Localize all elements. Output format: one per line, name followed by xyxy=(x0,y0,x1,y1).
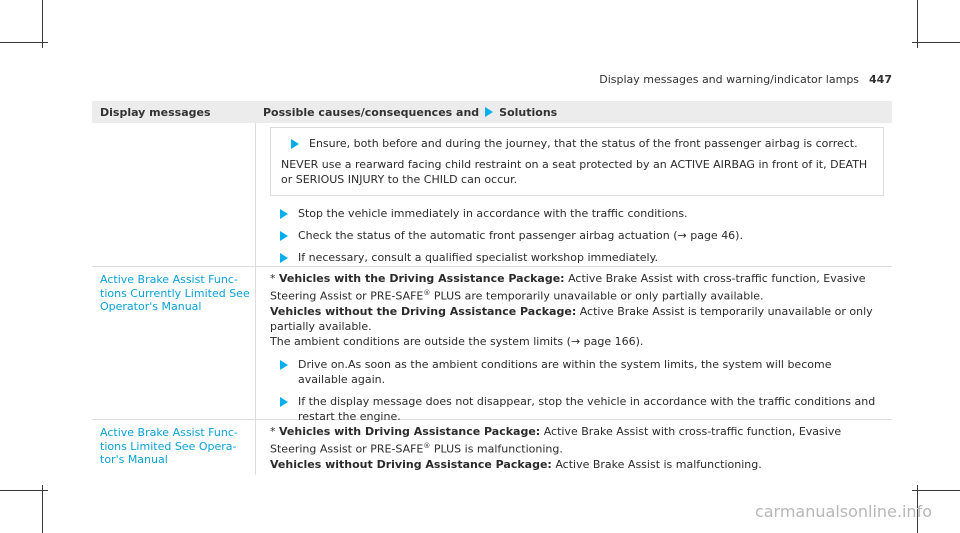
solution-cell xyxy=(256,420,892,475)
step-text: Check the status of the automatic front passenger airbag actuation (→ page 46). xyxy=(298,229,743,242)
cause-text: Active Brake Assist is malfunctioning. xyxy=(555,457,762,471)
cause-label: Vehicles with Driving Assistance Package: xyxy=(279,425,541,438)
table-row xyxy=(92,267,892,423)
display-message xyxy=(92,420,256,475)
message-cell-empty xyxy=(92,123,256,266)
header-title: Display messages and warning/indicator lamps xyxy=(599,73,860,86)
optional-equipment-star: * xyxy=(270,425,276,438)
solution-cell xyxy=(256,267,892,423)
table-row xyxy=(92,420,892,475)
arrow-right-icon xyxy=(291,139,299,149)
cause-text: Active Brake Assist with cross-traffic function, Evasive Steering Assist or PRE-SAFE xyxy=(270,272,866,303)
page-header xyxy=(599,73,892,86)
step-text xyxy=(298,357,884,387)
registered-mark: ® xyxy=(423,442,431,450)
display-message-line: Active Brake Assist Func- xyxy=(100,426,238,439)
cause-label: Vehicles without Driving Assistance Package: xyxy=(270,457,552,471)
display-message xyxy=(92,267,256,419)
arrow-right-icon xyxy=(280,397,288,407)
column-header-solutions-label: Solutions xyxy=(499,105,558,119)
step-text: Stop the vehicle immediately in accordance with the traffic conditions. xyxy=(298,207,688,220)
cause-paragraph xyxy=(270,457,884,472)
cause-paragraph: The ambient conditions are outside the system limits (→ page 166). xyxy=(270,334,644,348)
step-line: Drive on. xyxy=(298,357,349,371)
display-message-line: Active Brake Assist Func- xyxy=(100,273,238,286)
display-message-line: Operator's Manual xyxy=(100,300,202,313)
column-header-messages: Display messages xyxy=(100,105,211,119)
cause-text-tail: PLUS is malfunctioning. xyxy=(433,442,563,456)
crop-mark xyxy=(42,0,43,48)
warning-box xyxy=(270,127,884,196)
display-message-line: tions Currently Limited See xyxy=(100,286,250,300)
step-text: Ensure, both before and during the journey, that the status of the front passenger airbag is correct. xyxy=(309,137,858,150)
registered-mark: ® xyxy=(423,289,431,297)
solution-step xyxy=(270,250,884,265)
crop-mark xyxy=(912,42,960,43)
cause-paragraph xyxy=(270,271,884,304)
arrow-right-icon xyxy=(485,107,493,117)
cause-text-tail: PLUS are temporarily unavailable or only partially available. xyxy=(433,289,764,303)
cause-paragraph xyxy=(270,304,884,334)
watermark: carmanualsonline.info xyxy=(754,502,932,521)
crop-mark xyxy=(0,490,48,491)
cause-label: Vehicles with the Driving Assistance Package: xyxy=(279,272,565,285)
solution-step xyxy=(270,357,884,387)
crop-mark xyxy=(0,42,48,43)
arrow-right-icon xyxy=(280,253,288,263)
arrow-right-icon xyxy=(280,360,288,370)
arrow-right-icon xyxy=(280,231,288,241)
step-line: As soon as the ambient conditions are within the system limits, the system will become available again. xyxy=(298,357,832,386)
crop-mark xyxy=(42,485,43,533)
table-row xyxy=(92,123,892,267)
display-message-line: tor's Manual xyxy=(100,453,168,466)
cause-paragraph xyxy=(270,424,884,457)
page-number: 447 xyxy=(869,73,892,86)
warning-text: NEVER use a rearward facing child restraint on a seat protected by an ACTIVE AIRBAG in front of it, DEATH or SERIOUS INJURY to the CHILD can occur. xyxy=(281,158,868,186)
display-message-line: tions Limited See Opera- xyxy=(100,439,237,453)
cause-text: Active Brake Assist with cross-traffic function, Evasive Steering Assist or PRE-SAFE xyxy=(270,425,842,456)
optional-equipment-star: * xyxy=(270,272,276,285)
crop-mark xyxy=(917,0,918,48)
cause-text: Active Brake Assist is temporarily unavailable or only partially available. xyxy=(270,304,873,333)
solution-step xyxy=(281,136,873,151)
column-header-causes xyxy=(256,106,892,119)
crop-mark xyxy=(912,490,960,491)
step-text: If necessary, consult a qualified specialist workshop immediately. xyxy=(298,251,659,264)
solution-step xyxy=(270,228,884,243)
cause-label: Vehicles without the Driving Assistance Package: xyxy=(270,304,577,318)
table-header xyxy=(92,101,892,123)
solution-step xyxy=(270,206,884,221)
messages-table xyxy=(92,101,892,475)
solution-cell xyxy=(256,123,892,266)
step-text: If the display message does not disappear, stop the vehicle in accordance with the traffic conditions and restart the engine. xyxy=(298,394,876,423)
arrow-right-icon xyxy=(280,209,288,219)
column-header-causes-label: Possible causes/consequences and xyxy=(263,105,480,119)
